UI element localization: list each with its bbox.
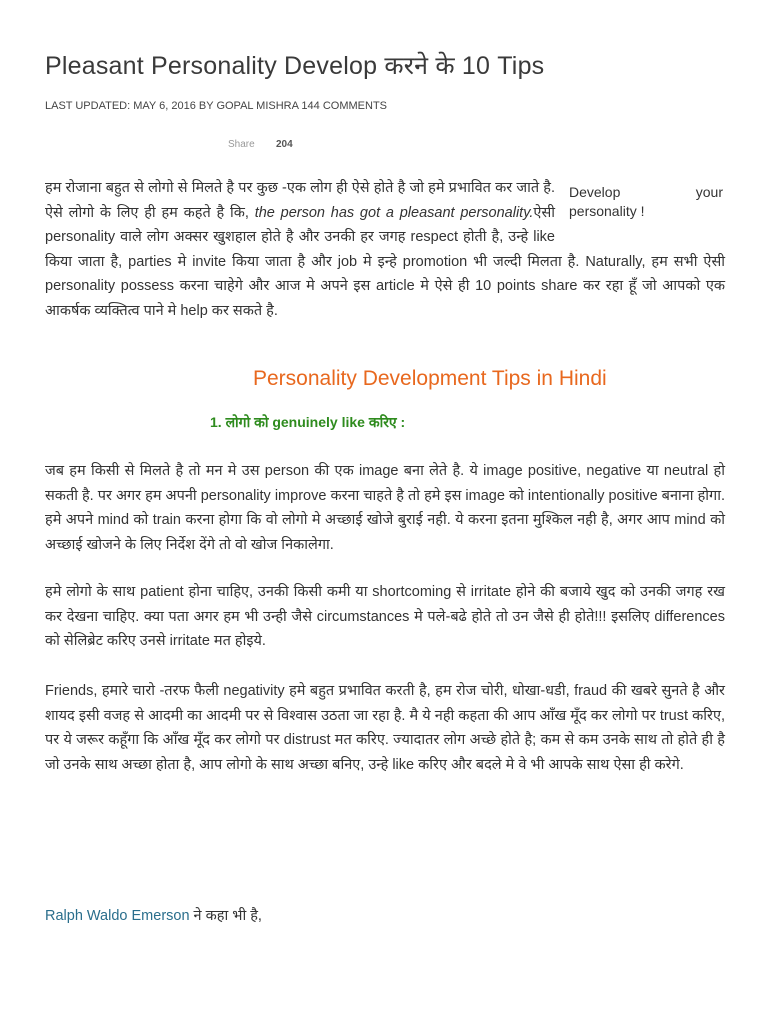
intro-paragraph (45, 176, 725, 323)
section-heading: Personality Development Tips in Hindi (253, 367, 607, 390)
updated-label: LAST UPDATED: (45, 100, 131, 112)
quote-intro (45, 905, 262, 925)
paragraph-1: जब हम किसी से मिलते है तो मन मे उस person की एक image बना लेते है. ये image positive, negative या neutral हो सकती है. पर अगर हम अपनी personality improve करना चाहते है तो हमे इस image को intentionally positive बनाना होगा. हमे अपने mind को train करना होगा कि वो लोगो मे अच्छाई खोजे बुराई नही. ये करना इतना मुश्किल नही है, अगर आप mind को अच्छाई खोजने के लिए निर्देश देंगे तो वो खोज निकालेगा. (45, 463, 725, 553)
article-title: Pleasant Personality Develop करने के 10 Tips (45, 52, 545, 80)
tip-1-heading: 1. लोगो को genuinely like करिए : (210, 414, 406, 430)
article-meta (45, 100, 735, 112)
by-label: BY (198, 100, 214, 112)
paragraph-3: Friends, हमारे चारो -तरफ फैली negativity हमे बहुत प्रभावित करती है, हम रोज चोरी, धोखा-धडी, fraud की खबरे सुनते है और शायद इसी वजह से आदमी का आदमी पर से विश्वास उठता जा रहा है. मै ये नही कहता की आप आँख मूँद कर लोगो पर trust करिए, पर ये जरूर कहूँगा कि आँख मूँद कर लोगो पर distrust मत करिए. ज्यादातर लोग अच्छे होते है; कम से कम उनके साथ तो होते ही है जो उनके साथ अच्छा होता है, आप लोगो के साथ अच्छा बनिए, उन्हे like करिए और बदले मे वे भी आपके साथ ऐसा ही करेगे. (45, 683, 725, 773)
caption-line-2: personality ! (569, 203, 645, 219)
updated-date-link[interactable]: MAY 6, 2016 (133, 100, 196, 112)
share-button[interactable]: Share (228, 139, 255, 150)
intro-italic: the person has got a pleasant personality. (254, 204, 534, 221)
quote-author-link[interactable]: Ralph Waldo Emerson (45, 908, 190, 924)
author-link[interactable]: GOPAL MISHRA (216, 100, 299, 112)
caption-word-your: your (695, 184, 723, 200)
caption-word-develop: Develop (569, 184, 621, 200)
caption-spacer (555, 176, 725, 248)
paragraph-2: हमे लोगो के साथ patient होना चाहिए, उनकी किसी कमी या shortcoming से irritate होने की बजाये खुद को उनकी जगह रख कर देखना चाहिए. क्या पता अगर हम भी उन्ही जैसे circumstances मे पले-बढे होते तो उन जैसे ही होते!!! इसलिए differences को सेलिब्रेट करिए उनसे irritate मत होइये. (45, 584, 725, 649)
quote-suffix: ने कहा भी है, (189, 908, 262, 924)
comments-link[interactable]: 144 COMMENTS (301, 100, 387, 112)
share-count: 204 (276, 139, 293, 150)
intro-text-1: हम रोजाना बहुत से लोगो से मिलते है पर कुछ -एक लोग ही ऐसे होते है जो हमे प्रभावित कर जाते है. ऐसे लोगो के लिए ही हम कहते है कि, (45, 180, 555, 221)
intro-text-2: ऐसी personality वाले लोग अक्सर खुशहाल होते है और उनकी हर जगह respect होती है, उन्हे like किया जाता है, parties मे invite किया जाता है और job मे इन्हे promotion भी जल्दी मिलता है. Naturally, हम सभी ऐसी personality possess करना चाहेगे और आज मे अपने इस article मे ऐसे ही 10 points share कर रहा हूँ जो आपको एक आकर्षक व्यक्तित्व पाने मे help कर सकते है. (45, 204, 725, 319)
